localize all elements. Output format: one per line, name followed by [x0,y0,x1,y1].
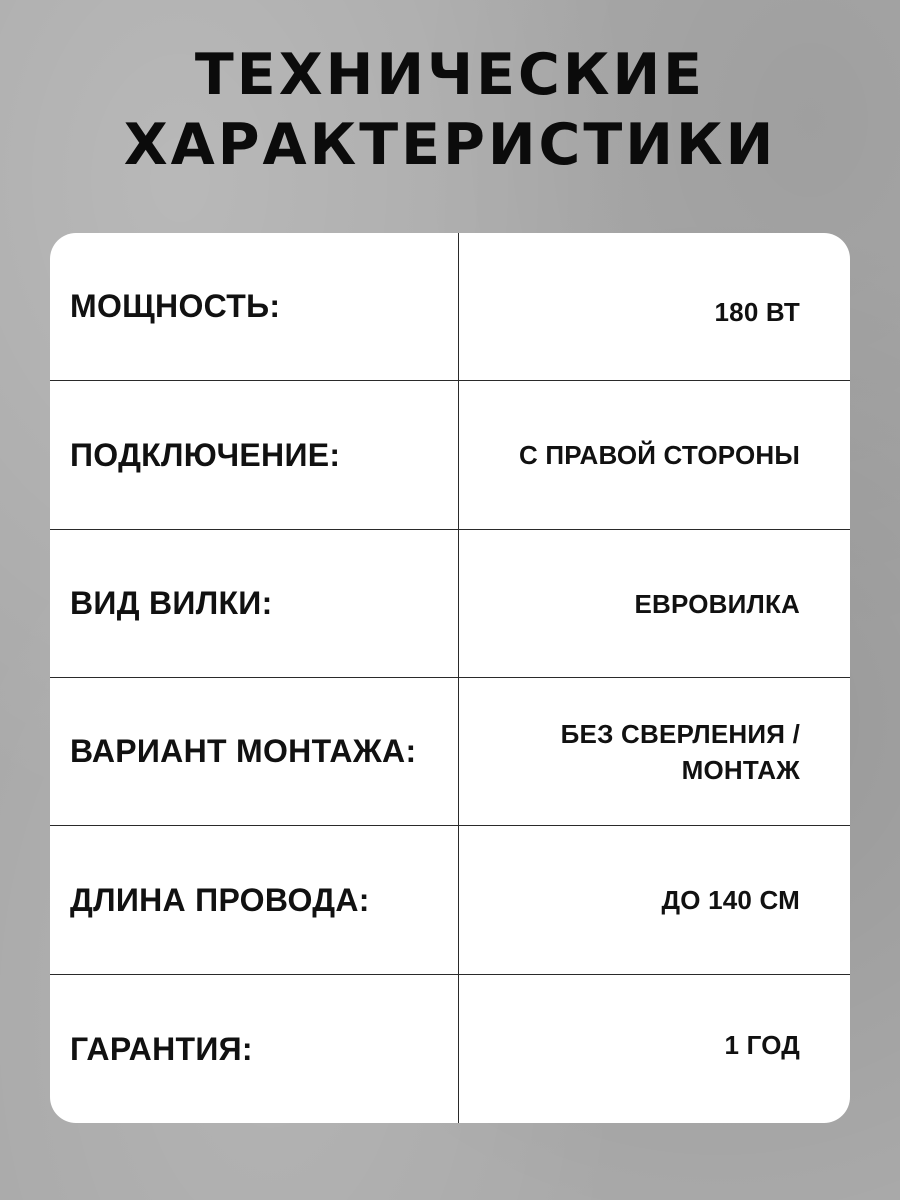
spec-value [470,826,800,974]
spec-label: ГАРАНТИЯ: [70,1030,253,1067]
page-title [0,40,900,180]
spec-label: ДЛИНА ПРОВОДА: [70,881,370,918]
spec-value-line-1: БЕЗ СВЕРЛЕНИЯ / [560,718,800,749]
spec-value-line-2: МОНТАЖ [681,754,800,785]
spec-row-power [50,233,850,381]
spec-value [470,975,800,1123]
spec-label: МОЩНОСТЬ: [70,288,281,324]
spec-value-text: 180 ВТ [714,296,800,327]
spec-value-text: 1 ГОД [724,1030,800,1060]
specs-table [50,233,850,1123]
spec-row-connection [50,381,850,530]
spec-row-warranty [50,975,850,1123]
spec-value [470,233,800,380]
spec-label: ВАРИАНТ МОНТАЖА: [70,733,417,769]
spec-label: ВИД ВИЛКИ: [70,585,273,621]
spec-row-plug-type [50,530,850,678]
spec-label: ПОДКЛЮЧЕНИЕ: [70,436,341,473]
spec-value-text: С ПРАВОЙ СТОРОНЫ [518,440,800,470]
page-title-line-1: ТЕХНИЧЕСКИЕ [194,42,706,108]
spec-value [470,678,800,825]
spec-row-cable-length [50,826,850,975]
spec-value [470,530,800,677]
spec-value-text: ДО 140 СМ [661,885,800,915]
spec-value-text: ЕВРОВИЛКА [634,588,800,619]
page-title-line-2: ХАРАКТЕРИСТИКИ [123,112,777,178]
spec-value-text [561,716,800,788]
spec-value [470,381,800,529]
spec-row-mounting [50,678,850,826]
